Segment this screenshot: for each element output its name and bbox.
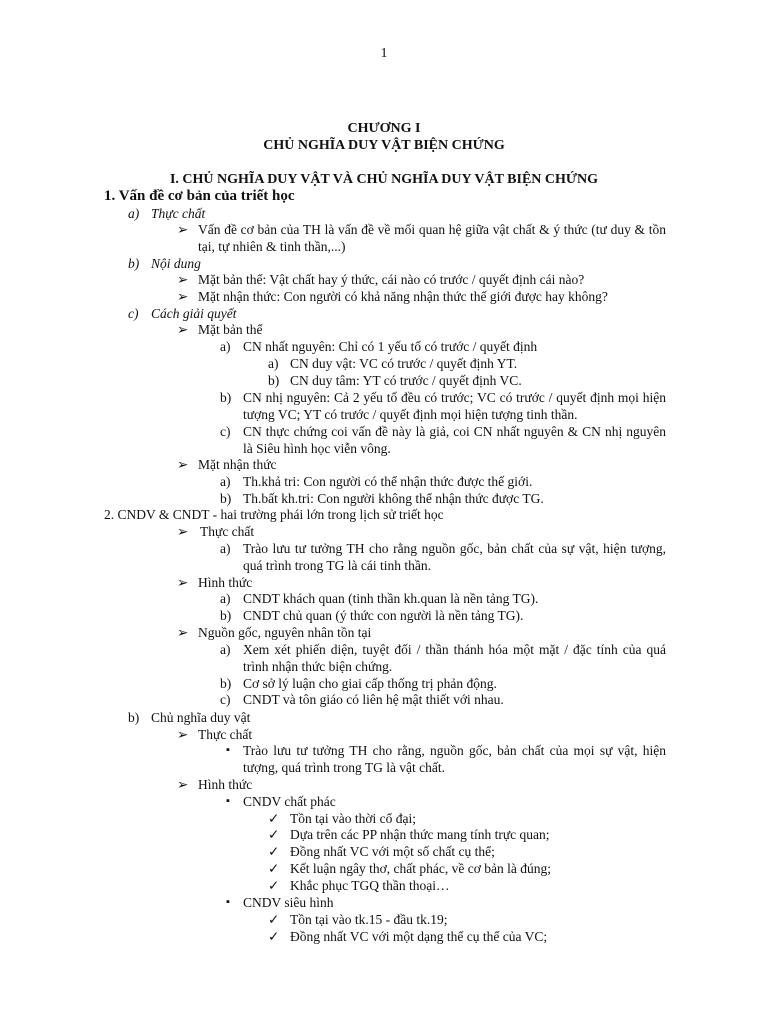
- chat-phac-item-4: Khắc phục TGQ thần thoại…: [290, 878, 450, 893]
- idealism-hinh-thuc-0-text: CNDT khách quan (tinh thần kh.quan là nền tảng TG).: [243, 591, 539, 606]
- check-icon: ✓: [268, 912, 280, 927]
- ban-the-a-text: CN nhất nguyên: Chỉ có 1 yếu tố có trước / quyết định: [243, 339, 538, 354]
- materialism-marker: b): [128, 710, 140, 725]
- check-icon: ✓: [268, 844, 280, 859]
- page-number: 1: [380, 46, 388, 61]
- chapter-title: CHỦ NGHĨA DUY VẬT BIỆN CHỨNG: [263, 138, 505, 153]
- square-bullet-icon: ▪: [226, 744, 230, 756]
- arrow-bullet-icon: ➢: [177, 727, 189, 742]
- idealism-thuc-chat-0-marker: a): [220, 541, 231, 556]
- idealism-nguon-goc-0-text: Xem xét phiến diện, tuyệt đối / thần thánh hóa một mặt / đặc tính của quá trình nhận thức biện chứng.: [243, 642, 666, 674]
- part1-heading: 1. Vấn đề cơ bản của triết học: [104, 188, 295, 204]
- check-icon: ✓: [268, 811, 280, 826]
- idealism-hinh-thuc-1-text: CNDT chủ quan (ý thức con người là nền tảng TG).: [243, 608, 524, 623]
- ban-the-a-sub-1-text: CN duy tâm: YT có trước / quyết định VC.: [290, 373, 522, 388]
- ban-the-b-marker: b): [220, 390, 232, 405]
- arrow-bullet-icon: ➢: [177, 289, 189, 304]
- part1-a-title: Thực chất: [151, 206, 206, 221]
- idealism-thuc-chat-title: Thực chất: [200, 524, 255, 539]
- ban-the-a-marker: a): [220, 339, 231, 354]
- check-icon: ✓: [268, 861, 280, 876]
- idealism-nguon-goc-0-marker: a): [220, 642, 231, 657]
- materialism-thuc-chat-text: Trào lưu tư tưởng TH cho rằng, nguồn gốc, bản chất của mọi sự vật, hiện tượng, quá trình trong TG là vật chất.: [243, 743, 666, 775]
- materialism-thuc-chat-title: Thực chất: [198, 727, 253, 742]
- idealism-nguon-goc-2-text: CNDT và tôn giáo có liên hệ mật thiết với nhau.: [243, 692, 504, 707]
- sieu-hinh-item-0: Tồn tại vào tk.15 - đầu tk.19;: [290, 912, 448, 927]
- nhan-thuc-title: Mặt nhận thức: [198, 457, 277, 472]
- arrow-bullet-icon: ➢: [177, 625, 189, 640]
- materialism-title: Chủ nghĩa duy vật: [151, 710, 251, 725]
- part1-c-marker: c): [128, 306, 139, 321]
- section-title: I. CHỦ NGHĨA DUY VẬT VÀ CHỦ NGHĨA DUY VẬT BIỆN CHỨNG: [169, 172, 599, 187]
- part1-b-marker: b): [128, 256, 140, 271]
- nhan-thuc-0-text: Th.khả tri: Con người có thể nhận thức được thế giới.: [243, 474, 533, 489]
- idealism-nguon-goc-1-text: Cơ sở lý luận cho giai cấp thống trị phản động.: [243, 676, 497, 691]
- sieu-hinh-item-1: Đồng nhất VC với một dạng thể cụ thể của VC;: [290, 929, 548, 944]
- check-icon: ✓: [268, 827, 280, 842]
- idealism-nguon-goc-title: Nguồn gốc, nguyên nhân tồn tại: [198, 625, 372, 640]
- chat-phac-item-2: Đồng nhất VC với một số chất cụ thể;: [290, 844, 495, 859]
- ban-the-c-marker: c): [220, 424, 231, 439]
- check-icon: ✓: [268, 878, 280, 893]
- nhan-thuc-1-marker: b): [220, 491, 232, 506]
- ban-the-a-sub-1-marker: b): [268, 373, 280, 388]
- part2-heading: 2. CNDV & CNDT - hai trường phái lớn trong lịch sử triết học: [104, 507, 444, 522]
- arrow-bullet-icon: ➢: [177, 777, 189, 792]
- idealism-hinh-thuc-1-marker: b): [220, 608, 232, 623]
- ban-the-a-sub-0-text: CN duy vật: VC có trước / quyết định YT.: [290, 356, 518, 371]
- arrow-bullet-icon: ➢: [177, 575, 189, 590]
- nhan-thuc-1-text: Th.bất kh.tri: Con người không thể nhận thức được TG.: [243, 491, 544, 506]
- square-bullet-icon: ▪: [226, 795, 230, 807]
- idealism-nguon-goc-2-marker: c): [220, 692, 231, 707]
- chapter-label: CHƯƠNG I: [347, 121, 421, 136]
- arrow-bullet-icon: ➢: [177, 272, 189, 287]
- ban-the-b-text: CN nhị nguyên: Cả 2 yếu tố đều có trước; VC có trước / quyết định mọi hiện tượng VC; YT có trước / quyết định mọi hiện tượng tinh thần.: [243, 390, 666, 422]
- part1-a-marker: a): [128, 206, 140, 221]
- part1-b-bullet-0: Mặt bản thể: Vật chất hay ý thức, cái nào có trước / quyết định cái nào?: [198, 272, 585, 287]
- ban-the-c-text: CN thực chứng coi vấn đề này là giả, coi CN nhất nguyên & CN nhị nguyên là Siêu hình học viễn vông.: [243, 424, 666, 456]
- nhan-thuc-0-marker: a): [220, 474, 231, 489]
- part1-c-title: Cách giải quyết: [151, 306, 237, 321]
- ban-the-title: Mặt bản thể: [198, 322, 263, 337]
- idealism-hinh-thuc-title: Hình thức: [198, 575, 253, 590]
- idealism-hinh-thuc-0-marker: a): [220, 591, 231, 606]
- sieu-hinh-title: CNDV siêu hình: [243, 895, 334, 910]
- chat-phac-item-1: Dựa trên các PP nhận thức mang tính trực quan;: [290, 827, 550, 842]
- part1-a-bullet: Vấn đề cơ bản của TH là vấn đề về mối quan hệ giữa vật chất & ý thức (tư duy & tồn tại, tự nhiên & tinh thần,...): [198, 222, 666, 254]
- arrow-bullet-icon: ➢: [177, 457, 189, 472]
- arrow-bullet-icon: ➢: [177, 524, 189, 539]
- part1-b-title: Nội dung: [151, 256, 201, 271]
- chat-phac-title: CNDV chất phác: [243, 794, 336, 809]
- idealism-nguon-goc-1-marker: b): [220, 676, 232, 691]
- arrow-bullet-icon: ➢: [177, 222, 189, 237]
- check-icon: ✓: [268, 929, 280, 944]
- chat-phac-item-3: Kết luận ngây thơ, chất phác, về cơ bản là đúng;: [290, 861, 551, 876]
- ban-the-a-sub-0-marker: a): [268, 356, 279, 371]
- arrow-bullet-icon: ➢: [177, 322, 189, 337]
- materialism-hinh-thuc-title: Hình thức: [198, 777, 253, 792]
- part1-b-bullet-1: Mặt nhận thức: Con người có khả năng nhận thức thế giới được hay không?: [198, 289, 608, 304]
- chat-phac-item-0: Tồn tại vào thời cổ đại;: [290, 811, 416, 826]
- idealism-thuc-chat-0-text: Trào lưu tư tưởng TH cho rằng nguồn gốc, bản chất của sự vật, hiện tượng, quá trình trong TG là cái tinh thần.: [243, 541, 666, 573]
- square-bullet-icon: ▪: [226, 896, 230, 908]
